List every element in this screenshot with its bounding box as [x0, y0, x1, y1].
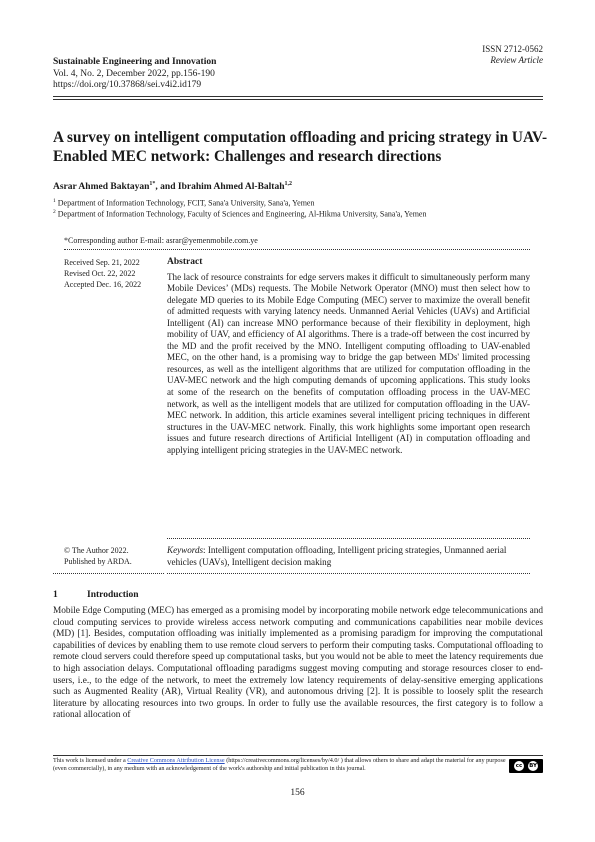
license-suffix: (https://creativecommons.org/licenses/by/4.0/ ) that allows others to share and adapt the material for any purpose (even commercially), in any medium with an acknowledgement of the work's authorship and initial publication in this journal. — [53, 757, 506, 773]
issn-block — [482, 44, 543, 66]
article-dates — [64, 257, 164, 290]
affiliation-number: 1 — [53, 198, 56, 204]
dotted-separator — [167, 573, 530, 574]
section-title: Introduction — [87, 590, 139, 600]
journal-name: Sustainable Engineering and Innovation — [53, 57, 217, 67]
footer-rule — [53, 755, 543, 756]
abstract-text: The lack of resource constraints for edge servers makes it difficult to simultaneously perform many Mobile Devices’ (MDs) requests. The Mobile Network Operator (MNO) must then select how to delegate MD queries to its Mobile Edge Computing (MEC) server to maximize the overall benefit of admitted requests with varying latency needs. Unmanned Aerial Vehicles (UAVs) and Artificial Intelligent (AI) can increase MNO performance because of their flexibility in deployment, high mobility of UAV, and efficiency of AI algorithms. There is a trade-off between the cost incurred by the MD and the profit received by the MNO. Intelligent computing offloading to UAV-enabled MEC, on the other hand, is a promising way to bridge the gap between MDs' limited processing resources, as well as the intelligent algorithms that are utilized for computation offloading in the UAV-MEC network and the high computing demands of upcoming applications. This study looks at some of the research on the benefits of computation offloading process in the UAV-MEC network, as well as the intelligent models that are utilized for computation offloading in the UAV-MEC network. In addition, this article examines several intelligent pricing techniques in different structures in the UAV-MEC network. Finally, this work highlights some important open research issues and future research directions of Artificial Intelligent (AI) in computation offloading and applying intelligent pricing strategies in the UAV-MEC network. — [167, 271, 530, 455]
keywords — [167, 545, 530, 568]
affiliation-text: Department of Information Technology, Faculty of Sciences and Engineering, Al-Hikma University, Sana'a, Yemen — [55, 209, 427, 219]
section-number: 1 — [53, 590, 58, 600]
issn: ISSN 2712-0562 — [482, 44, 543, 54]
dotted-separator — [64, 249, 530, 250]
introduction-paragraph: Mobile Edge Computing (MEC) has emerged as a promising model by incorporating mobile network edge telecommunications and cloud computing services to provide wireless access network computing and communications capabilities near mobile devices (MD) [1]. Besides, computation offloading was initially implemented as a promising paradigm for improving the computational capabilities of devices by enabling them to use remote cloud servers to perform their computing tasks. Computational offloading to remote cloud servers could therefore speed up computational tasks, but you would not be able to meet the latency requirements due to high association delays. Computational offloading paradigms suggest moving computing and storage resources closer to end-users, i.e., to the edge of the network, to meet the extremely low latency requirements of delay-sensitive emerging applications such as Augmented Reality (AR), Virtual Reality (VR), and autonomous driving [2]. It is possible to loosely split the research literature by allocating resources into two groups. In order to fully use the available resources, the first category is to follow a rational allocation of — [53, 606, 543, 721]
section-heading — [53, 590, 139, 600]
cc-icon: cc — [515, 763, 523, 769]
author-superscript: 1* — [149, 181, 156, 187]
article-type: Review Article — [490, 55, 543, 65]
abstract — [167, 257, 530, 456]
copyright-block — [64, 545, 164, 567]
affiliation-text: Department of Information Technology, FCIT, Sana'a University, Sana'a, Yemen — [55, 198, 315, 208]
keywords-label: Keywords — [167, 545, 204, 555]
keywords-text: : Intelligent computation offloading, Intelligent pricing strategies, Unmanned aerial vehicles (UAVs), Intelligent decision making — [167, 545, 507, 567]
page-number: 156 — [290, 788, 305, 798]
cc-by-badge[interactable] — [509, 759, 543, 773]
affiliation — [53, 207, 548, 220]
header-rule — [53, 96, 543, 97]
author-name: Asrar Ahmed Baktayan — [53, 182, 150, 193]
dotted-separator — [167, 538, 530, 539]
publisher-line: Published by ARDA. — [64, 557, 132, 566]
author-list — [53, 181, 292, 192]
dotted-separator — [53, 573, 164, 574]
abstract-heading: Abstract — [167, 257, 203, 267]
license-prefix: This work is licensed under a — [53, 757, 128, 764]
received-date: Received Sep. 21, 2022 — [64, 258, 140, 267]
corresponding-author: *Corresponding author E-mail: asrar@yemenmobile.com.ye — [64, 236, 258, 245]
copyright-line: © The Author 2022. — [64, 546, 129, 555]
author-name: Ibrahim Ahmed Al-Baltah — [177, 182, 285, 193]
license-note — [53, 757, 508, 774]
affiliation-number: 2 — [53, 209, 56, 215]
author-superscript: 1,2 — [284, 181, 293, 187]
license-link[interactable]: Creative Commons Attribution License — [127, 757, 225, 764]
revised-date: Revised Oct. 22, 2022 — [64, 269, 136, 278]
by-icon: BY — [529, 763, 537, 769]
volume-info: Vol. 4, No. 2, December 2022, pp.156-190 — [53, 68, 215, 79]
doi-link[interactable]: https://doi.org/10.37868/sei.v4i2.id179 — [53, 80, 202, 90]
header-rule-2 — [53, 99, 543, 100]
journal-info — [53, 57, 216, 92]
accepted-date: Accepted Dec. 16, 2022 — [64, 280, 142, 289]
author-joiner: , and — [155, 182, 178, 193]
introduction-body — [53, 606, 543, 722]
paper-title: A survey on intelligent computation offloading and pricing strategy in UAV-Enabled MEC network: Challenges and research directions — [53, 129, 548, 165]
